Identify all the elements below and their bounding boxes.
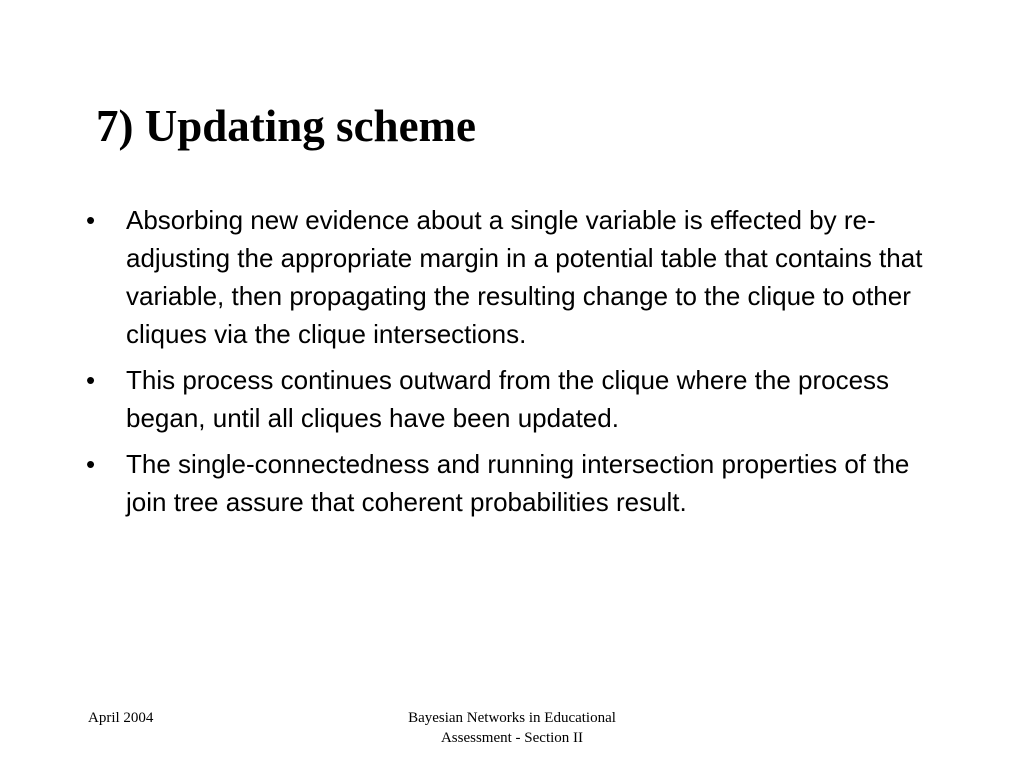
footer-course-line-1: Bayesian Networks in Educational [408, 710, 616, 726]
footer-course-title [372, 708, 652, 748]
bullet-marker: • [86, 365, 96, 395]
bullet-text: This process continues outward from the clique where the process began, until all cliques have been updated. [126, 365, 890, 433]
bullet-item [86, 445, 946, 521]
slide-title: 7) Updating scheme [96, 101, 476, 151]
bullet-marker: • [86, 449, 96, 479]
bullet-list [86, 201, 946, 529]
bullet-text: The single-connectedness and running intersection properties of the join tree assure that coherent probabilities result. [126, 449, 910, 517]
bullet-item [86, 201, 946, 353]
bullet-text: Absorbing new evidence about a single variable is effected by re-adjusting the appropriate margin in a potential table that contains that variable, then propagating the resulting change to the clique to other cliques via the clique intersections. [126, 205, 923, 349]
footer-course-line-2: Assessment - Section II [440, 730, 584, 746]
bullet-item [86, 361, 946, 437]
footer-date: April 2004 [88, 710, 154, 726]
bullet-marker: • [86, 205, 96, 235]
